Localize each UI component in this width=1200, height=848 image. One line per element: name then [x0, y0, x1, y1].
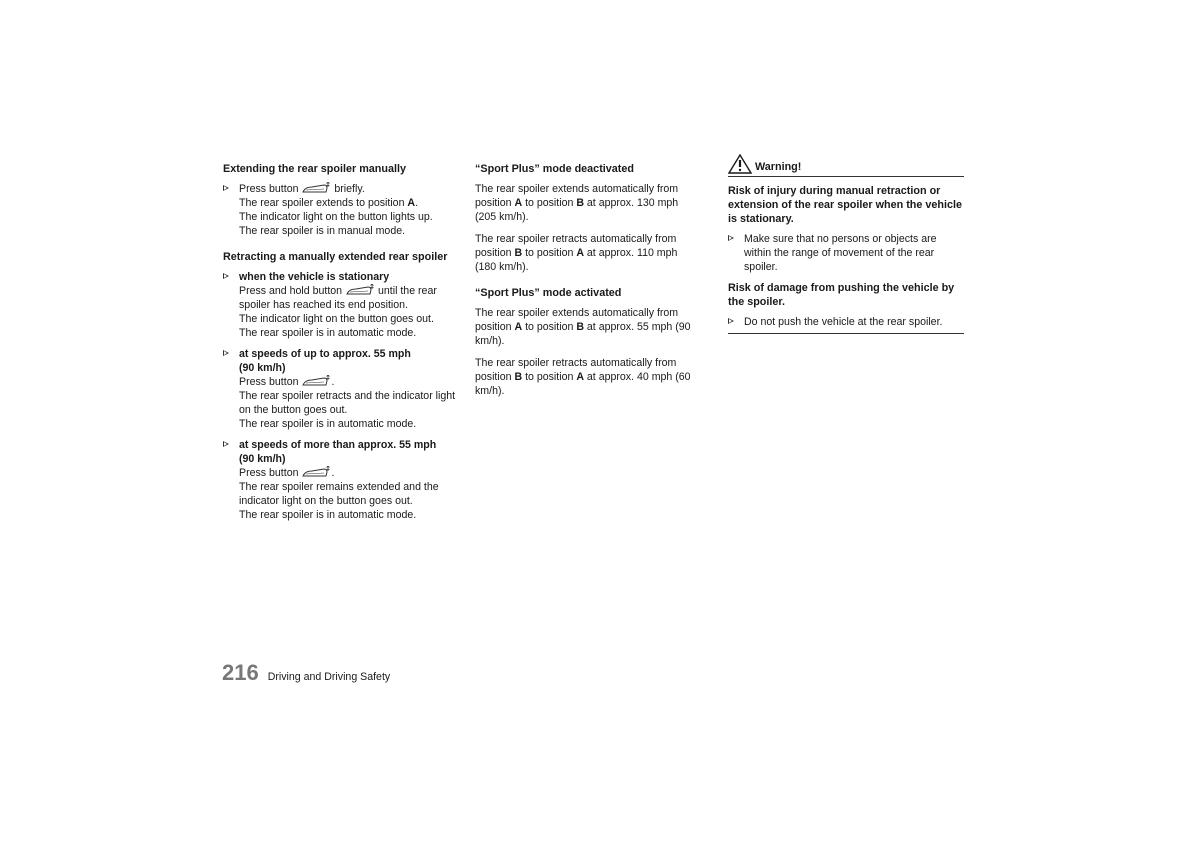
list-item: [223, 182, 461, 238]
position-label: A: [576, 247, 584, 259]
triangle-bullet-icon: [728, 235, 734, 241]
position-label: A: [407, 197, 416, 209]
column-right: [728, 154, 964, 334]
list-item: [223, 347, 461, 431]
warning-label: Warning!: [755, 161, 802, 173]
triangle-bullet-icon: [728, 318, 734, 324]
result-text: The rear spoiler is in automatic mode.: [239, 418, 417, 430]
position-label: A: [514, 197, 523, 209]
rear-spoiler-button-icon: [302, 375, 330, 387]
paragraph: The rear spoiler extends automatically from position A to position B at approx. 130 mph (205 km/h).: [475, 183, 679, 223]
item-heading: at speeds of up to approx. 55 mph: [239, 348, 411, 360]
item-heading: when the vehicle is stationary: [239, 271, 390, 283]
result-text: The indicator light on the button goes out.: [239, 313, 434, 325]
warning-end-divider: [728, 333, 964, 334]
position-label: A: [576, 371, 584, 383]
result-text: The rear spoiler is in automatic mode.: [239, 327, 417, 339]
column-left: [223, 162, 461, 529]
result-text: The indicator light on the button lights up.: [239, 211, 433, 223]
instruction-text: Press and hold button: [239, 285, 343, 297]
rear-spoiler-button-icon: [346, 284, 374, 296]
paragraph: The rear spoiler retracts automatically from position B to position A at approx. 110 mph (180 km/h).: [475, 233, 678, 273]
heading-retracting: Retracting a manually extended rear spoiler: [223, 251, 448, 263]
section-title: Driving and Driving Safety: [267, 671, 391, 683]
page-footer: [222, 660, 390, 686]
triangle-bullet-icon: [223, 185, 229, 191]
risk-heading: Risk of injury during manual retraction or extension of the rear spoiler when the vehicle is stationary.: [728, 185, 962, 225]
result-text: The rear spoiler extends to position: [239, 197, 408, 209]
result-text: The rear spoiler remains extended and the indicator light on the button goes out.: [239, 481, 439, 507]
instruction-text: briefly.: [334, 183, 365, 195]
column-middle: [475, 162, 693, 406]
triangle-bullet-icon: [223, 273, 229, 279]
list-item: [223, 438, 461, 522]
list-item: [728, 232, 964, 274]
position-label: B: [514, 247, 523, 259]
heading-extending-manually: Extending the rear spoiler manually: [223, 163, 406, 175]
list-item: [728, 315, 964, 329]
result-text: The rear spoiler retracts and the indicator light on the button goes out.: [239, 390, 456, 416]
position-label: A: [514, 321, 523, 333]
position-label: B: [576, 197, 584, 209]
result-text: The rear spoiler is in manual mode.: [239, 225, 406, 237]
instruction-text: .: [331, 467, 335, 479]
triangle-bullet-icon: [223, 350, 229, 356]
warning-header: [728, 154, 964, 177]
warning-triangle-icon: [728, 154, 752, 174]
paragraph: The rear spoiler extends automatically from position A to position B at approx. 55 mph (90 km/h).: [475, 307, 691, 347]
instruction-text: Press button: [239, 467, 299, 479]
heading-sport-plus-deactivated: “Sport Plus” mode deactivated: [475, 163, 634, 175]
position-label: B: [514, 371, 523, 383]
position-label: B: [576, 321, 584, 333]
risk-heading: Risk of damage from pushing the vehicle by the spoiler.: [728, 282, 955, 308]
list-item: [223, 270, 461, 340]
item-heading: (90 km/h): [239, 362, 286, 374]
heading-sport-plus-activated: “Sport Plus” mode activated: [475, 287, 622, 299]
triangle-bullet-icon: [223, 441, 229, 447]
result-text: .: [415, 197, 419, 209]
item-heading: at speeds of more than approx. 55 mph: [239, 439, 437, 451]
paragraph: The rear spoiler retracts automatically from position B to position A at approx. 40 mph (60 km/h).: [475, 357, 691, 397]
rear-spoiler-button-icon: [302, 182, 330, 194]
result-text: The rear spoiler is in automatic mode.: [239, 509, 417, 521]
rear-spoiler-button-icon: [302, 466, 330, 478]
warning-text: Make sure that no persons or objects are within the range of movement of the rear spoiler.: [744, 233, 937, 273]
page-number: 216: [222, 660, 259, 685]
item-heading: (90 km/h): [239, 453, 286, 465]
instruction-text: Press button: [239, 183, 299, 195]
warning-text: Do not push the vehicle at the rear spoiler.: [744, 316, 943, 328]
instruction-text: Press button: [239, 376, 299, 388]
instruction-text: .: [331, 376, 335, 388]
instruction-text: until the rear spoiler has reached its end position.: [239, 285, 437, 311]
